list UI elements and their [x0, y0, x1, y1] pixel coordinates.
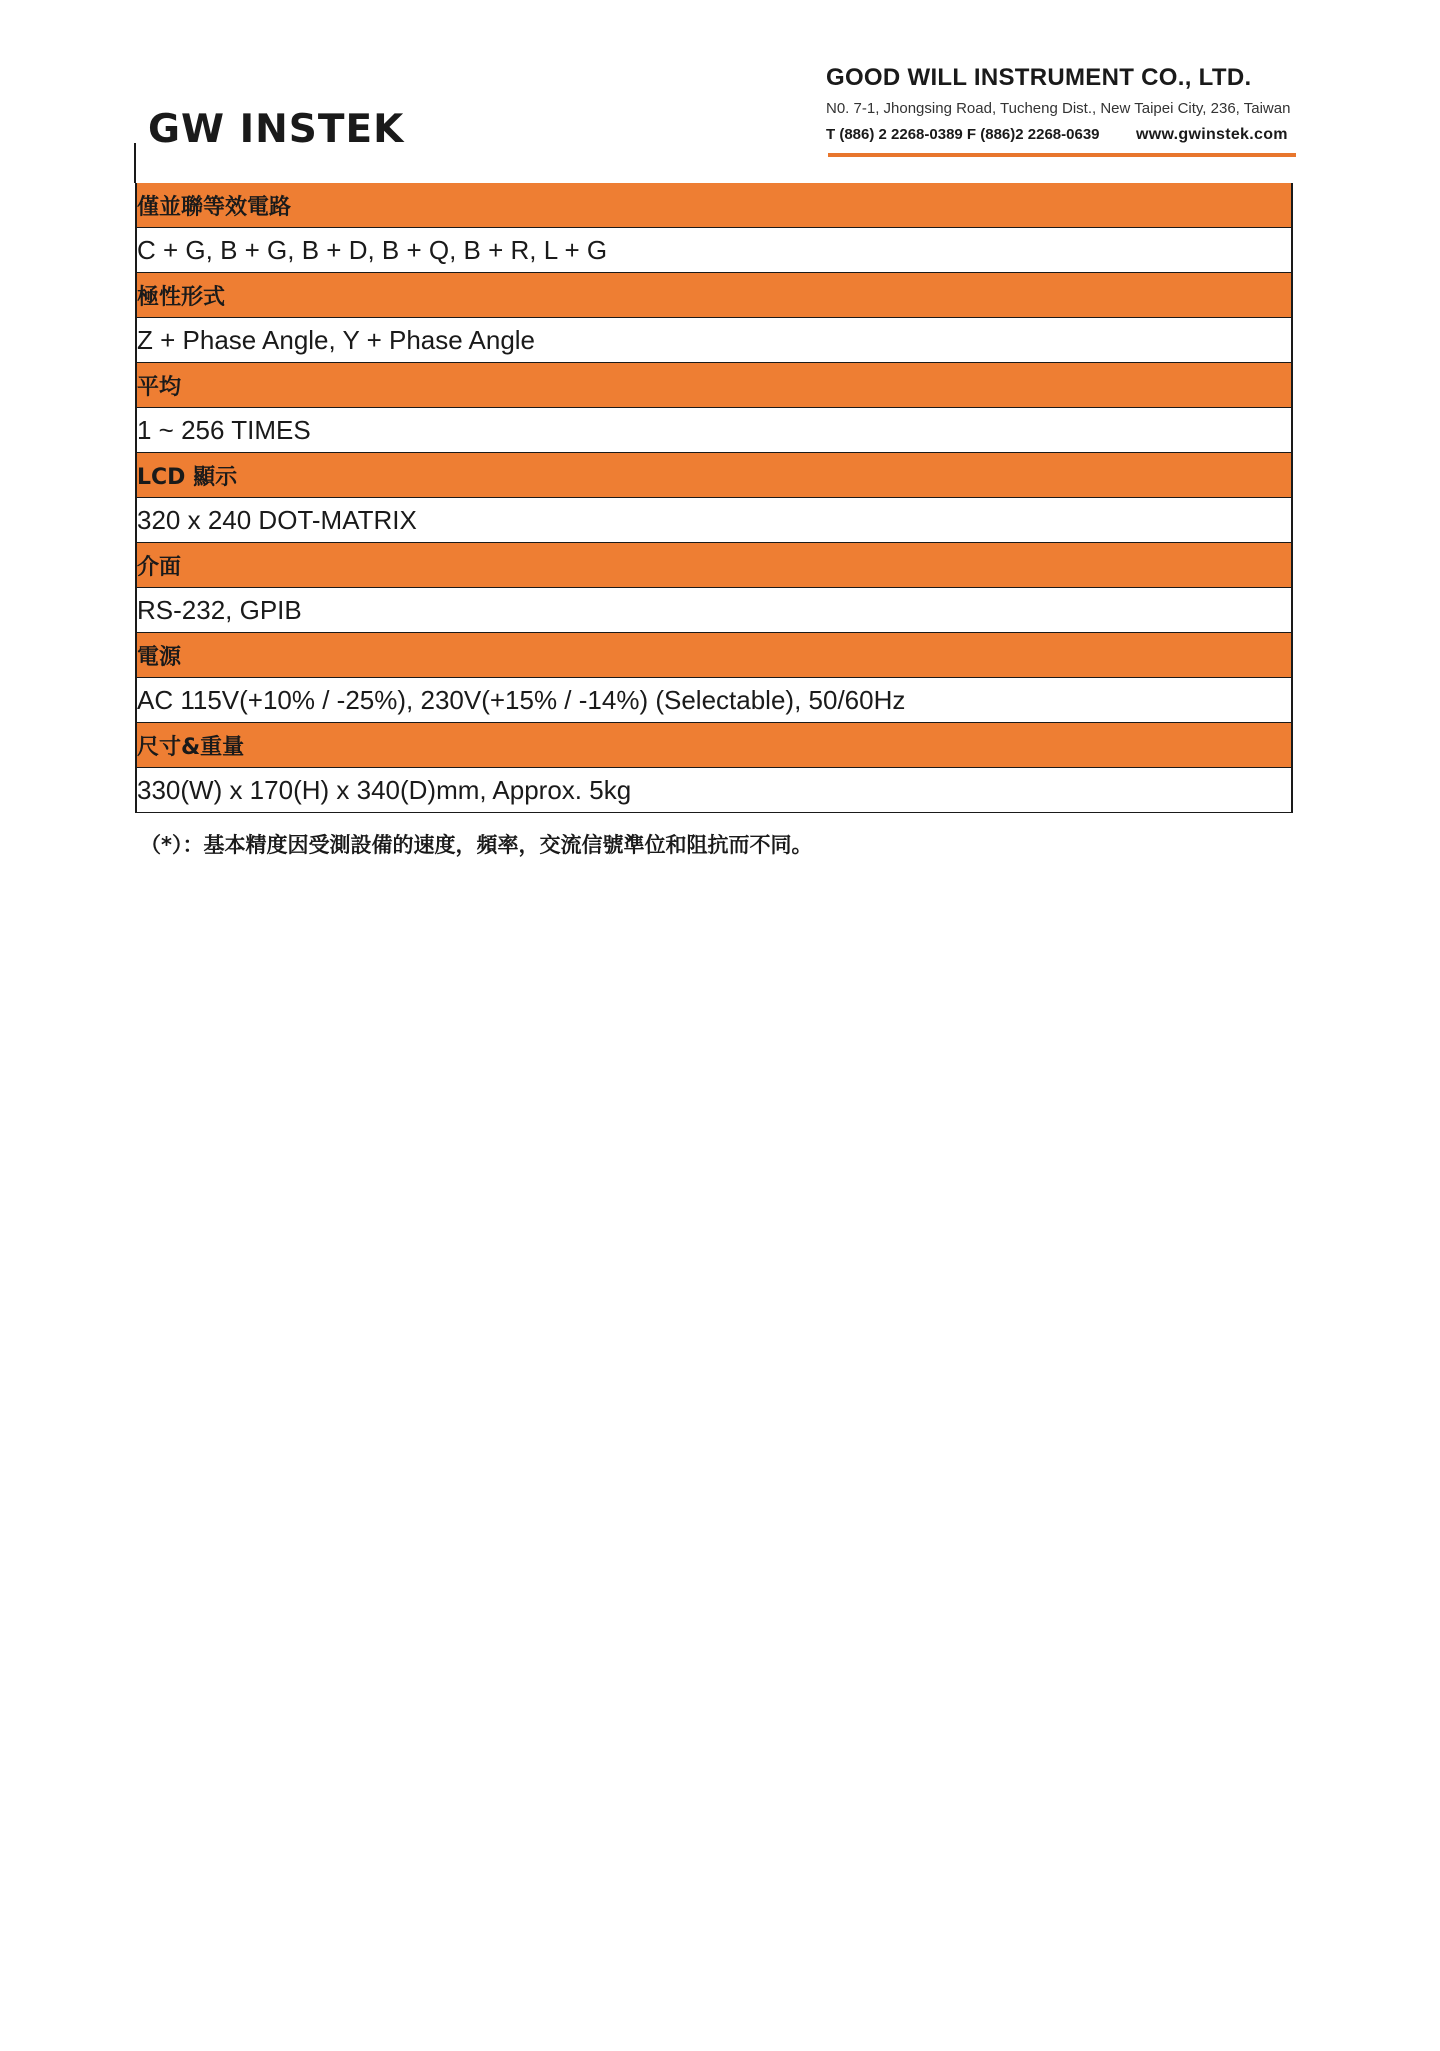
company-address: N0. 7-1, Jhongsing Road, Tucheng Dist., New Taipei City, 236, Taiwan — [826, 100, 1291, 117]
spec-header: 極性形式 — [137, 284, 226, 310]
spec-header-row — [137, 273, 1291, 318]
table-left-edge — [134, 143, 136, 183]
spec-header-row — [137, 633, 1291, 678]
spec-value: AC 115V(+10% / -25%), 230V(+15% / -14%) (Selectable), 50/60Hz — [137, 684, 906, 715]
spec-value: Z + Phase Angle, Y + Phase Angle — [137, 324, 536, 355]
spec-table — [135, 183, 1293, 813]
spec-value: 320 x 240 DOT-MATRIX — [137, 504, 417, 535]
spec-header: 尺寸&重量 — [137, 734, 245, 760]
spec-header-row — [137, 543, 1291, 588]
spec-header-row — [137, 183, 1291, 228]
spec-value-row — [137, 768, 1291, 813]
spec-value-row — [137, 498, 1291, 543]
spec-header-row — [137, 723, 1291, 768]
spec-value-row — [137, 408, 1291, 453]
company-contact: T (886) 2 2268-0389 F (886)2 2268-0639 — [826, 126, 1100, 143]
footnote: （*）：基本精度因受測設備的速度，頻率，交流信號準位和阻抗而不同。 — [140, 833, 813, 857]
spec-value: RS-232, GPIB — [137, 594, 302, 625]
spec-value-row — [137, 228, 1291, 273]
spec-value-row — [137, 678, 1291, 723]
spec-header: 平均 — [137, 374, 182, 400]
spec-value: C + G, B + G, B + D, B + Q, B + R, L + G — [137, 234, 608, 265]
spec-header: LCD 顯示 — [137, 464, 238, 490]
spec-header: 介面 — [137, 554, 182, 580]
company-name: GOOD WILL INSTRUMENT CO., LTD. — [826, 64, 1252, 91]
spec-header: 電源 — [137, 644, 182, 670]
spec-value-row — [137, 588, 1291, 633]
company-logo — [148, 106, 404, 154]
spec-header: 僅並聯等效電路 — [137, 194, 292, 220]
spec-value: 330(W) x 170(H) x 340(D)mm, Approx. 5kg — [137, 774, 632, 805]
company-website: www.gwinstek.com — [1136, 126, 1288, 143]
spec-header-row — [137, 453, 1291, 498]
header-rule — [828, 153, 1296, 157]
logo-text: GW INSTEK — [148, 107, 405, 152]
spec-header-row — [137, 363, 1291, 408]
spec-value: 1 ~ 256 TIMES — [137, 414, 311, 445]
spec-value-row — [137, 318, 1291, 363]
